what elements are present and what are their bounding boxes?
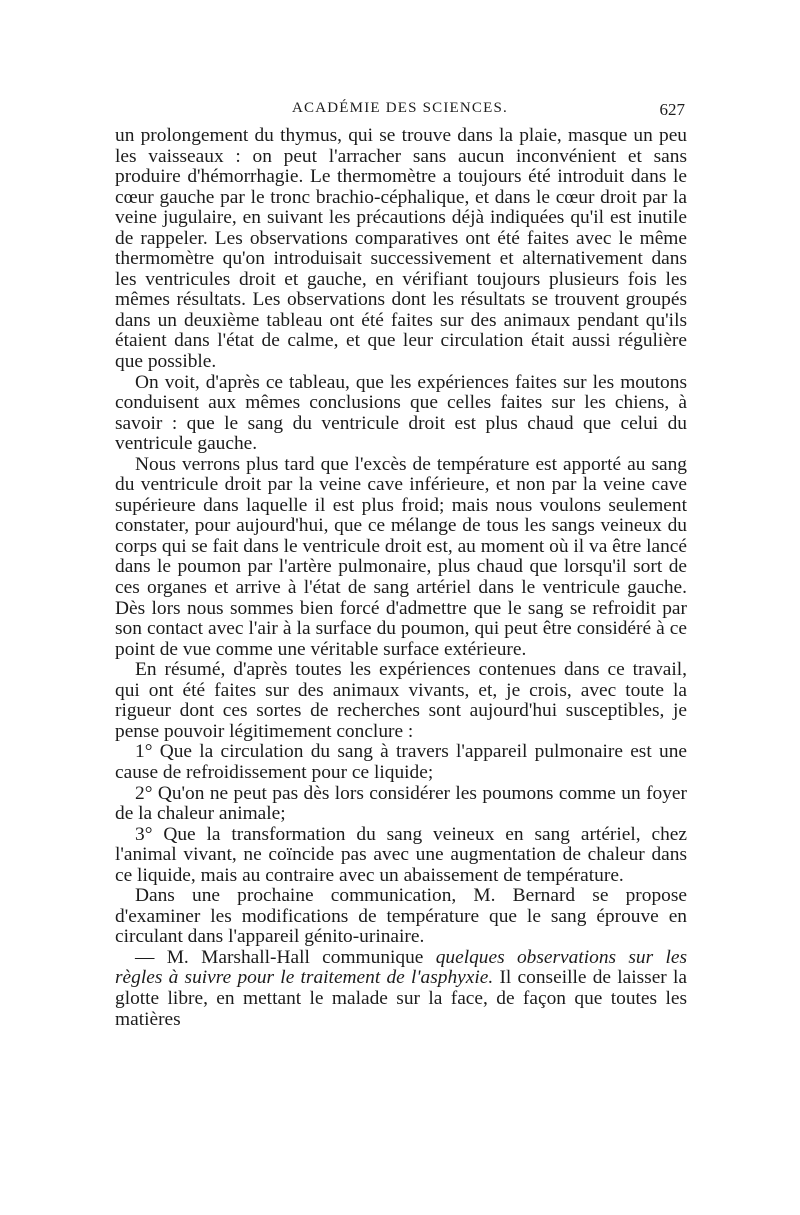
paragraph: Nous verrons plus tard que l'excès de température est apporté au sang du ventricule droit par la veine cave inférieure, et non par la veine cave supérieure dans laquelle il est plus froid; mais nous voulons seulement constater, pour aujourd'hui, que ce mélange de tous les sangs veineux du corps qui se fait dans le ventricule droit est, au moment où il va être lancé dans le poumon par l'artère pulmonaire, plus chaud que lorsqu'il sort de ces organes et arrive à l'état de sang artériel dans le ventricule gauche. Dès lors nous sommes bien forcé d'admettre que le sang se refroidit par son contact avec l'air à la surface du poumon, qui peut être considéré à ce point de vue comme une véritable surface extérieure. — [115, 453, 687, 660]
paragraph: En résumé, d'après toutes les expériences contenues dans ce travail, qui ont été faites sur des animaux vivants, et, je crois, avec toute la rigueur dont ces sortes de recherches sont aujourd'hui susceptibles, je pense pouvoir légitimement conclure : — [115, 659, 687, 742]
body-text — [115, 126, 687, 1030]
conclusion-item: 2° Qu'on ne peut pas dès lors considérer les poumons comme un foyer de la chaleur animale; — [115, 782, 687, 825]
communication-title: quelques observations sur les règles à suivre pour le traitement de l'asphyxie. — [115, 946, 687, 989]
paragraph-rest: Il conseille de laisser la glotte libre, en mettant le malade sur la face, de façon que toutes les matières — [115, 967, 687, 1030]
conclusion-item: 1° Que la circulation du sang à travers l'appareil pulmonaire est une cause de refroidissement pour ce liquide; — [115, 741, 687, 783]
conclusion-item: 3° Que la transformation du sang veineux en sang artériel, chez l'animal vivant, ne coïncide pas avec une augmentation de chaleur dans ce liquide, mais au contraire avec un abaissement de température. — [115, 823, 687, 886]
paragraph: On voit, d'après ce tableau, que les expériences faites sur les moutons conduisent aux mêmes conclusions que celles faites sur les chiens, à savoir : que le sang du ventricule droit est plus chaud que celui du ventricule gauche. — [115, 371, 687, 455]
page-header — [115, 100, 685, 124]
page-number: 627 — [659, 100, 685, 119]
paragraph-marshall-hall — [115, 948, 687, 1030]
paragraph-continued: un prolongement du thymus, qui se trouve dans la plaie, masque un peu les vaisseaux : on peut l'arracher sans aucun inconvénient et sans produire d'hémorrhagie. Le thermomètre a toujours été introduit dans le cœur gauche par le tronc brachio-céphalique, et dans le cœur droit par la veine jugulaire, en suivant les précautions déjà indiquées qu'il est inutile de rappeler. Les observations comparatives ont été faites avec le même thermomètre qu'on introduisait successivement et alternativement dans les ventricules droit et gauche, en vérifiant toujours plusieurs fois les mêmes résultats. Les observations dont les résultats se trouvent groupés dans un deuxième tableau ont été faites sur des animaux pendant qu'ils étaient dans l'état de calme, et que leur circulation était aussi régulière que possible. — [115, 125, 687, 373]
paragraph-lead: — M. Marshall-Hall communique — [135, 946, 436, 968]
paragraph: Dans une prochaine communication, M. Bernard se propose d'examiner les modifications de température que le sang éprouve en circulant dans l'appareil génito-urinaire. — [115, 885, 687, 948]
running-head: ACADÉMIE DES SCIENCES. — [292, 100, 508, 116]
